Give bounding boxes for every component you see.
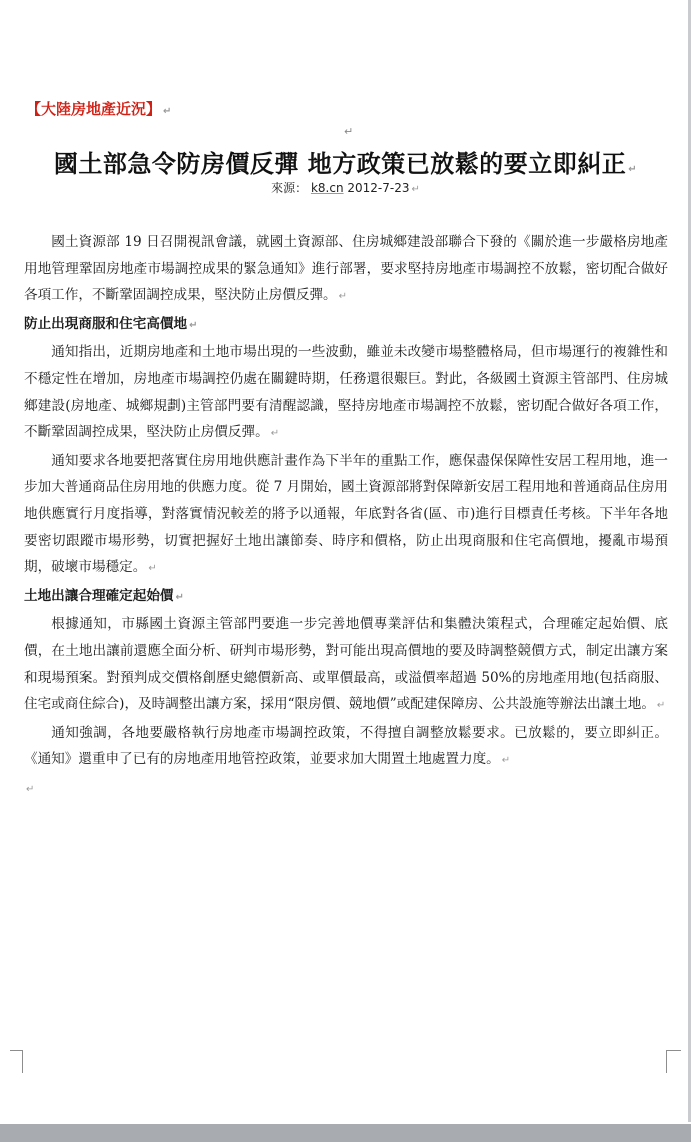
source-site: k8.cn [310,181,344,195]
paragraph-mark-icon: ↵ [26,783,35,795]
paragraph-mark-icon: ↵ [148,563,157,575]
source-date: 2012-7-23 [347,181,410,195]
empty-paragraph [24,775,668,804]
section-heading: 防止出現商服和住宅高價地 ↵ [24,315,198,332]
article-source [0,179,691,196]
page-corner-mark [10,1050,23,1073]
paragraph-mark-icon: ↵ [175,591,184,603]
section-heading: 土地出讓合理確定起始價 ↵ [24,587,184,604]
paragraph-mark-icon: ↵ [656,700,666,712]
article-body[interactable] [24,229,668,803]
paragraph-mark-icon: ↵ [270,428,280,440]
paragraph-mark-icon: ↵ [628,164,638,175]
paragraph-mark-icon: ↵ [189,319,198,331]
body-paragraph: 根據通知，市縣國土資源主管部門要進一步完善地價專業評估和集體決策程式，合理確定起始價、底價，在土地出讓前還應全面分析、研判市場形勢，對可能出現高價地的要及時調整競價方式，制定出讓方案和現場預案。對預判成交價格創歷史總價新高、或單價最高，或溢價率超過 50%的房地產用地(包括商服、住宅或商住綜合)，及時調整出讓方案，採用“限房價、競地價”或配建保障房、公共設施等辦法出讓土地。 ↵ [24,616,668,713]
article-title: 國土部急令防房價反彈 地方政策已放鬆的要立即糾正 ↵ [53,149,638,178]
category-label: 【大陸房地產近況】 ↵ [26,100,172,118]
paragraph-mark-icon: ↵ [338,291,348,303]
body-paragraph: 國土資源部 19 日召開視訊會議，就國土資源部、住房城鄉建設部聯合下發的《關於進一步嚴格房地產用地管理鞏固房地產市場調控成果的緊急通知》進行部署，要求堅持房地產市場調控不放鬆，密切配合做好各項工作，不斷鞏固調控成果，堅決防止房價反彈。 ↵ [24,234,668,304]
body-paragraph: 通知要求各地要把落實住房用地供應計畫作為下半年的重點工作，應保盡保保障性安居工程用地，進一步加大普通商品住房用地的供應力度。從 7 月開始，國土資源部將對保障新安居工程用地和普通商品住房用地供應實行月度指導，對落實情況較差的將予以通報，年底對各省(區、市)進行目標責任考核。下半年各地要密切跟蹤市場形勢，切實把握好土地出讓節奏、時序和價格，防止出現商服和住宅高價地，擾亂市場預期，破壞市場穩定。 ↵ [24,452,668,576]
page-gap-bar [0,1124,691,1142]
body-paragraph: 通知強調，各地要嚴格執行房地產市場調控政策，不得擅自調整放鬆要求。已放鬆的，要立即糾正。《通知》還重申了已有的房地產用地管控政策，並要求加大閒置土地處置力度。 ↵ [24,724,668,768]
paragraph-mark-icon: ↵ [163,106,172,117]
paragraph-mark-icon: ↵ [344,125,354,138]
source-label: 來源： [271,181,308,195]
paragraph-mark-icon: ↵ [501,755,511,767]
page-corner-mark [666,1050,681,1073]
paragraph-mark-icon: ↵ [411,184,420,195]
body-paragraph: 通知指出，近期房地產和土地市場出現的一些波動，雖並未改變市場整體格局，但市場運行的複雜性和不穩定性在增加，房地產市場調控仍處在關鍵時期，任務還很艱巨。對此，各級國土資源主管部門、住房城鄉建設(房地產、城鄉規劃)主管部門要有清醒認識，堅持房地產市場調控不放鬆，密切配合做好各項工作，不斷鞏固調控成果，堅決防止房價反彈。 ↵ [24,344,668,441]
